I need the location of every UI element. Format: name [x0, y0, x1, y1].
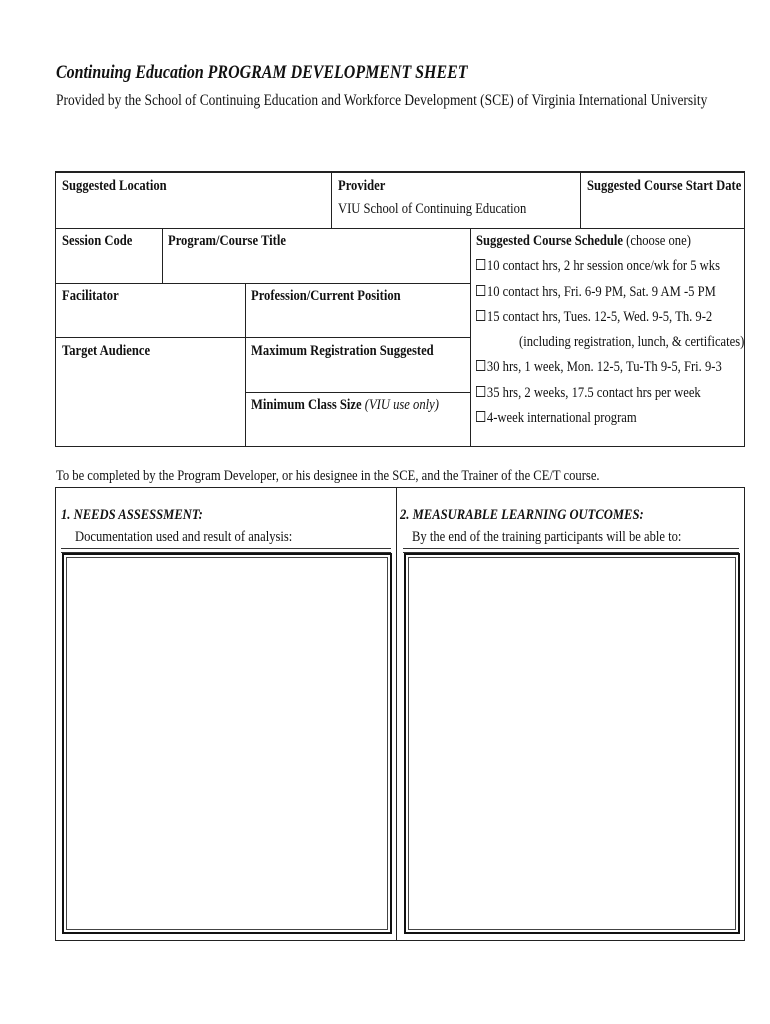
- program-title-label: Program/Course Title: [168, 233, 286, 249]
- needs-assessment-sub: Documentation used and result of analysis:: [75, 529, 293, 545]
- schedule-option[interactable]: 15 contact hrs, Tues. 12-5, Wed. 9-5, Th. 9-2: [476, 309, 757, 326]
- learning-outcomes-sub: By the end of the training participants will be able to:: [412, 529, 682, 545]
- max-registration-label: Maximum Registration Suggested: [251, 343, 434, 359]
- checkbox-icon[interactable]: [476, 386, 485, 397]
- needs-assessment-heading: 1. NEEDS ASSESSMENT:: [61, 507, 203, 523]
- provider-label: Provider: [338, 178, 386, 194]
- checkbox-icon[interactable]: [476, 411, 485, 422]
- target-audience-label: Target Audience: [62, 343, 151, 359]
- profession-label: Profession/Current Position: [251, 288, 401, 304]
- divider: [580, 171, 581, 228]
- schedule-option[interactable]: 4-week international program: [476, 410, 667, 427]
- learning-outcomes-textarea[interactable]: [404, 553, 740, 934]
- suggested-location-label: Suggested Location: [62, 178, 167, 194]
- start-date-label: Suggested Course Start Date: [587, 178, 742, 194]
- checkbox-icon[interactable]: [476, 259, 485, 270]
- schedule-option[interactable]: 30 hrs, 1 week, Mon. 12-5, Tu-Th 9-5, Fri. 9-3: [476, 359, 769, 376]
- schedule-option[interactable]: 35 hrs, 2 weeks, 17.5 contact hrs per week: [476, 385, 744, 402]
- divider: [55, 487, 56, 941]
- checkbox-icon[interactable]: [476, 285, 485, 296]
- divider: [55, 337, 471, 338]
- page-subtitle: Provided by the School of Continuing Education and Workforce Development (SCE) of Virginia International University: [56, 92, 708, 109]
- session-code-label: Session Code: [62, 233, 133, 249]
- schedule-heading: Suggested Course Schedule (choose one): [476, 233, 691, 249]
- schedule-option-note: (including registration, lunch, & certificates): [519, 334, 745, 350]
- divider: [55, 487, 745, 488]
- checkbox-icon[interactable]: [476, 310, 485, 321]
- table-top-border: [55, 171, 745, 173]
- learning-outcomes-heading: 2. MEASURABLE LEARNING OUTCOMES:: [400, 507, 644, 523]
- divider: [744, 487, 745, 941]
- schedule-option[interactable]: 10 contact hrs, 2 hr session once/wk for 5 wks: [476, 258, 766, 275]
- divider: [55, 283, 471, 284]
- instructions-text: To be completed by the Program Developer, or his designee in the SCE, and the Trainer of the CE/T course.: [56, 468, 600, 484]
- divider: [55, 228, 745, 229]
- facilitator-label: Facilitator: [62, 288, 119, 304]
- divider: [55, 940, 745, 941]
- checkbox-icon[interactable]: [476, 360, 485, 371]
- divider: [245, 283, 246, 447]
- needs-assessment-textarea[interactable]: [62, 553, 392, 934]
- schedule-option[interactable]: 10 contact hrs, Fri. 6-9 PM, Sat. 9 AM -5 PM: [476, 284, 762, 301]
- divider: [162, 228, 163, 284]
- page-title: Continuing Education PROGRAM DEVELOPMENT SHEET: [56, 62, 468, 83]
- min-class-size-label: Minimum Class Size (VIU use only): [251, 397, 439, 413]
- divider: [331, 171, 332, 228]
- divider: [245, 392, 471, 393]
- table-bottom-border: [55, 446, 745, 447]
- divider: [396, 487, 397, 941]
- provider-value: VIU School of Continuing Education: [338, 201, 527, 217]
- table-left-border: [55, 171, 56, 447]
